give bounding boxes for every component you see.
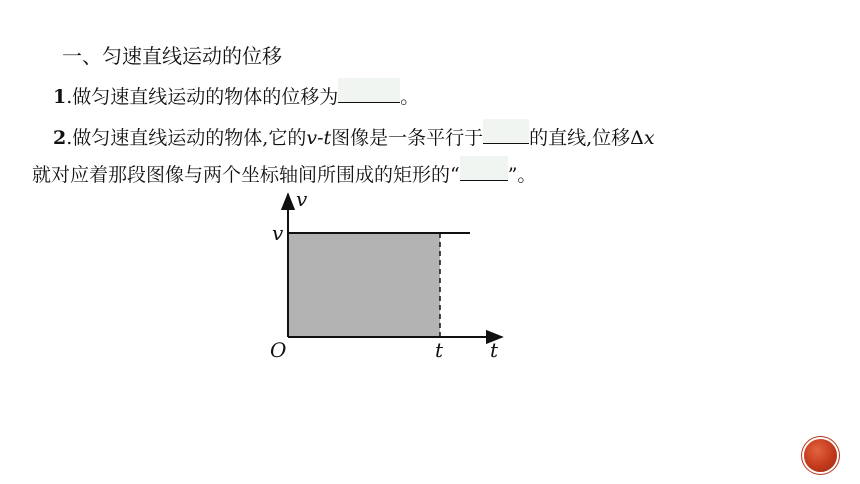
t-tick-label: t (435, 338, 444, 362)
question-2-text-b: 图像是一条平行于 (331, 127, 484, 149)
question-2-text-c: 的直线,位移Δ (529, 127, 644, 149)
question-1-number: 1 (53, 86, 67, 108)
var-t: t (323, 127, 332, 149)
axis-x-label: t (490, 338, 499, 362)
question-2-line2-a: 就对应着那段图像与两个坐标轴间所围成的矩形的“ (32, 164, 460, 186)
nav-circle-button[interactable] (804, 439, 837, 472)
origin-label: O (270, 338, 287, 362)
question-2-line2-b: ”。 (507, 164, 537, 186)
question-2-number: 2 (53, 127, 67, 149)
question-2-text-a: .做匀速直线运动的物体,它的 (66, 127, 307, 149)
axis-y-label: v (296, 187, 308, 211)
displacement-area (288, 233, 440, 337)
var-v: v (306, 127, 318, 149)
question-1-text: .做匀速直线运动的物体的位移为 (66, 86, 339, 108)
section-heading: 一、匀速直线运动的位移 (62, 44, 282, 68)
v-tick-label: v (272, 221, 284, 245)
dash: - (317, 127, 324, 149)
var-x: x (643, 127, 655, 149)
question-1-end: 。 (400, 86, 420, 108)
